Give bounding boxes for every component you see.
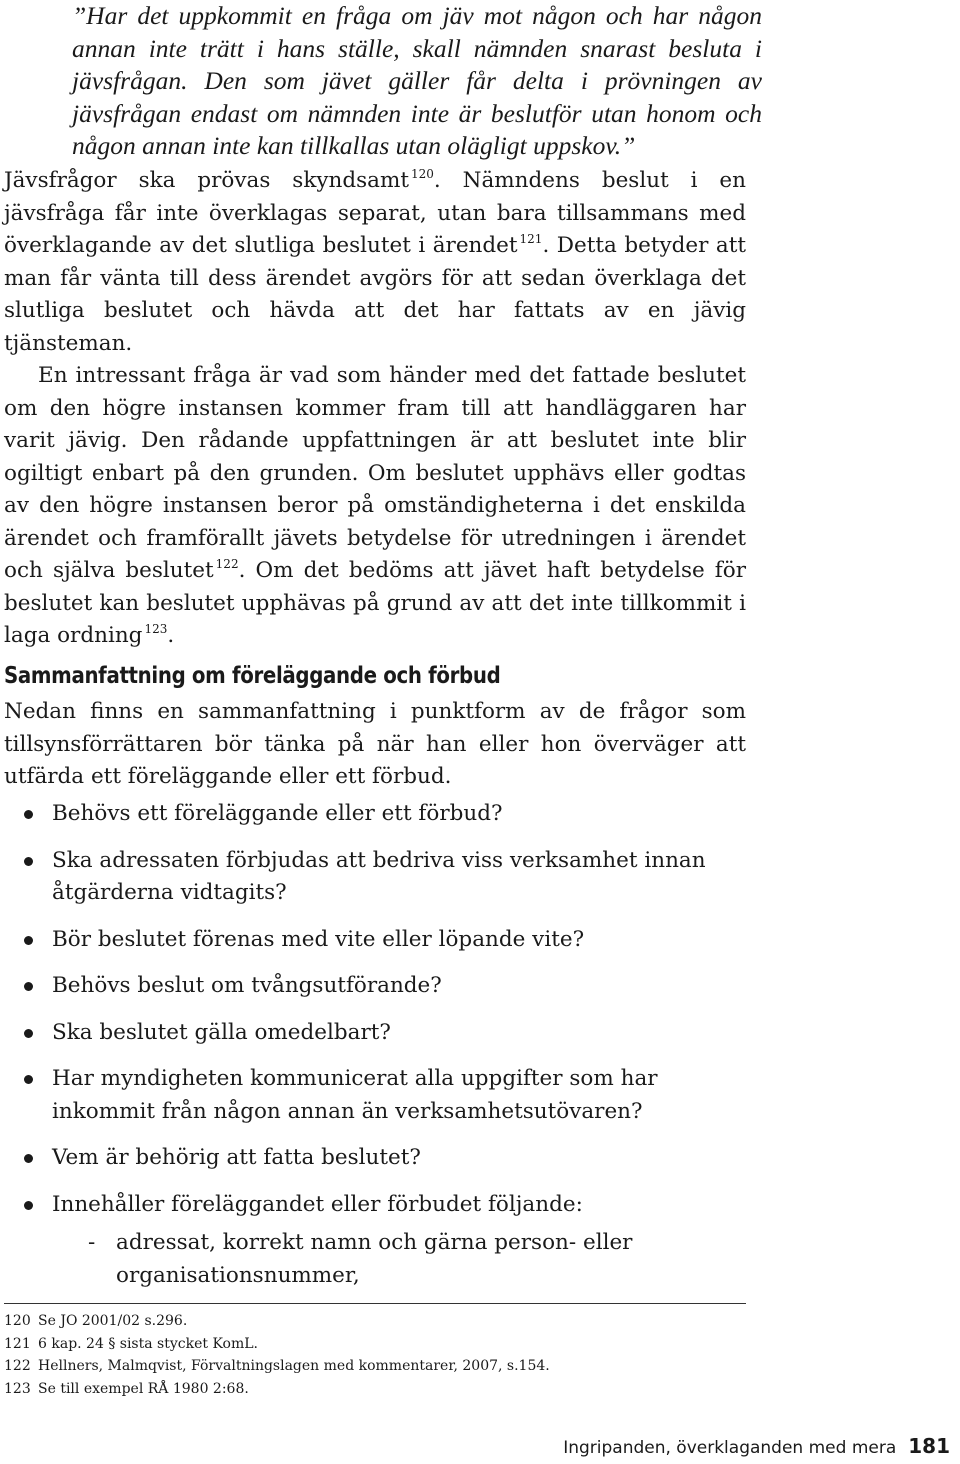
bullet-icon bbox=[24, 1029, 33, 1038]
bullet-icon bbox=[24, 936, 33, 945]
sub-list-item bbox=[52, 1227, 760, 1292]
footnote-ref-121[interactable]: 121 bbox=[519, 232, 543, 246]
section-heading: Sammanfattning om föreläggande och förbud bbox=[4, 663, 501, 689]
footnote-number: 121 bbox=[4, 1335, 31, 1352]
paragraph-2 bbox=[4, 360, 746, 653]
list-item-text: Behövs beslut om tvångsutförande? bbox=[52, 973, 442, 998]
list-item bbox=[0, 1017, 760, 1050]
footnote-ref-120[interactable]: 120 bbox=[411, 167, 434, 181]
footnote-text: Se JO 2001/02 s.296. bbox=[38, 1313, 188, 1329]
list-item bbox=[0, 924, 760, 957]
footnote-122 bbox=[4, 1355, 746, 1378]
footnote-number: 122 bbox=[4, 1358, 31, 1374]
paragraph-1-part-c: . Detta betyder att man får vänta till dess ärendet avgörs för att sedan överklaga det slutliga beslutet och hävda att det har fattats av en jävig tjänsteman. bbox=[4, 233, 746, 356]
quote-text: ”Har det uppkommit en fråga om jäv mot någon och har någon annan inte trätt i hans ställe, skall nämnden snarast besluta i jävsfrågan. Den som jävet gäller får delta i prövningen av jävsfrågan endast om nämnden inte är beslutför utan honom och någon annan inte kan tillkallas utan olägligt uppskov.” bbox=[72, 1, 762, 160]
paragraph-1-part-a: Jävsfrågor ska prövas skyndsamt bbox=[4, 168, 409, 193]
footnote-number: 123 bbox=[4, 1380, 31, 1397]
list-item bbox=[0, 1063, 760, 1128]
list-item bbox=[0, 1189, 760, 1293]
paragraph-1 bbox=[4, 165, 746, 360]
paragraph-2-part-c: . bbox=[167, 623, 175, 648]
list-item bbox=[0, 798, 760, 831]
bullet-icon bbox=[24, 810, 33, 819]
bullet-icon bbox=[24, 1201, 33, 1210]
bullet-icon bbox=[24, 1075, 33, 1084]
list-item-text: Bör beslutet förenas med vite eller löpande vite? bbox=[52, 926, 585, 952]
list-item-text: Ska beslutet gälla omedelbart? bbox=[52, 1019, 391, 1045]
footnotes bbox=[4, 1310, 746, 1400]
bullet-list bbox=[0, 798, 760, 1306]
list-item bbox=[0, 1142, 760, 1175]
footnote-text: Se till exempel RÅ 1980 2:68. bbox=[38, 1380, 249, 1397]
paragraph-1-part-b: . Nämndens beslut i en jävsfråga får inte överklagas separat, utan bara tillsammans med överklagande av det slutliga beslutet i ärendet bbox=[4, 168, 747, 258]
footnote-text: 6 kap. 24 § sista stycket KomL. bbox=[38, 1335, 258, 1352]
footnote-120 bbox=[4, 1310, 746, 1333]
paragraph-2-part-a: En intressant fråga är vad som händer med det fattade beslutet om den högre instansen kommer fram till att handläggaren har varit jävig. Den rådande uppfattningen är att beslutet inte blir ogiltigt enbart på den grunden. Om beslutet upphävs eller godtas av den högre instansen beror på omständigheterna i det enskilda ärendet och framförallt jävets betydelse för utredningen i ärendet och själva beslutet bbox=[4, 363, 746, 583]
footnote-text: Hellners, Malmqvist, Förvaltningslagen med kommentarer, 2007, s.154. bbox=[38, 1358, 550, 1374]
list-item bbox=[0, 970, 760, 1003]
page-footer bbox=[563, 1434, 950, 1460]
dash-marker: - bbox=[88, 1230, 96, 1255]
page-number: 181 bbox=[908, 1434, 950, 1458]
list-item-text: Behövs ett föreläggande eller ett förbud? bbox=[52, 801, 503, 826]
list-item-text: Vem är behörig att fatta beslutet? bbox=[52, 1145, 421, 1170]
footnote-divider bbox=[4, 1303, 746, 1304]
bullet-icon bbox=[24, 1154, 33, 1163]
bullet-icon bbox=[24, 857, 33, 866]
body-text bbox=[4, 165, 746, 653]
footnote-ref-123[interactable]: 123 bbox=[144, 622, 168, 636]
law-quote bbox=[72, 0, 762, 163]
footnote-123 bbox=[4, 1378, 746, 1401]
list-item-text: Ska adressaten förbjudas att bedriva viss verksamhet innan åtgärderna vidtagits? bbox=[52, 847, 706, 905]
bullet-icon bbox=[24, 982, 33, 991]
footnote-number: 120 bbox=[4, 1313, 31, 1329]
list-item bbox=[0, 845, 760, 910]
sub-list bbox=[52, 1227, 760, 1292]
list-item-text: Innehåller föreläggandet eller förbudet följande: bbox=[52, 1191, 583, 1217]
section-intro: Nedan finns en sammanfattning i punktform av de frågor som tillsynsförrättaren bör tänka på när han eller hon överväger att utfärda ett föreläggande eller ett förbud. bbox=[4, 699, 746, 789]
running-title: Ingripanden, överklaganden med mera bbox=[563, 1438, 897, 1458]
footnote-121 bbox=[4, 1333, 746, 1356]
list-item-text: Har myndigheten kommunicerat alla uppgifter som har inkommit från någon annan än verksamhetsutövaren? bbox=[52, 1066, 658, 1124]
footnote-ref-122[interactable]: 122 bbox=[215, 557, 239, 571]
paragraph-2-part-b: . Om det bedöms att jävet haft betydelse för beslutet kan beslutet upphävas på grund av att det inte tillkommit i laga ordning bbox=[4, 558, 746, 648]
sub-list-item-text: adressat, korrekt namn och gärna person- eller organisationsnummer, bbox=[116, 1230, 633, 1288]
